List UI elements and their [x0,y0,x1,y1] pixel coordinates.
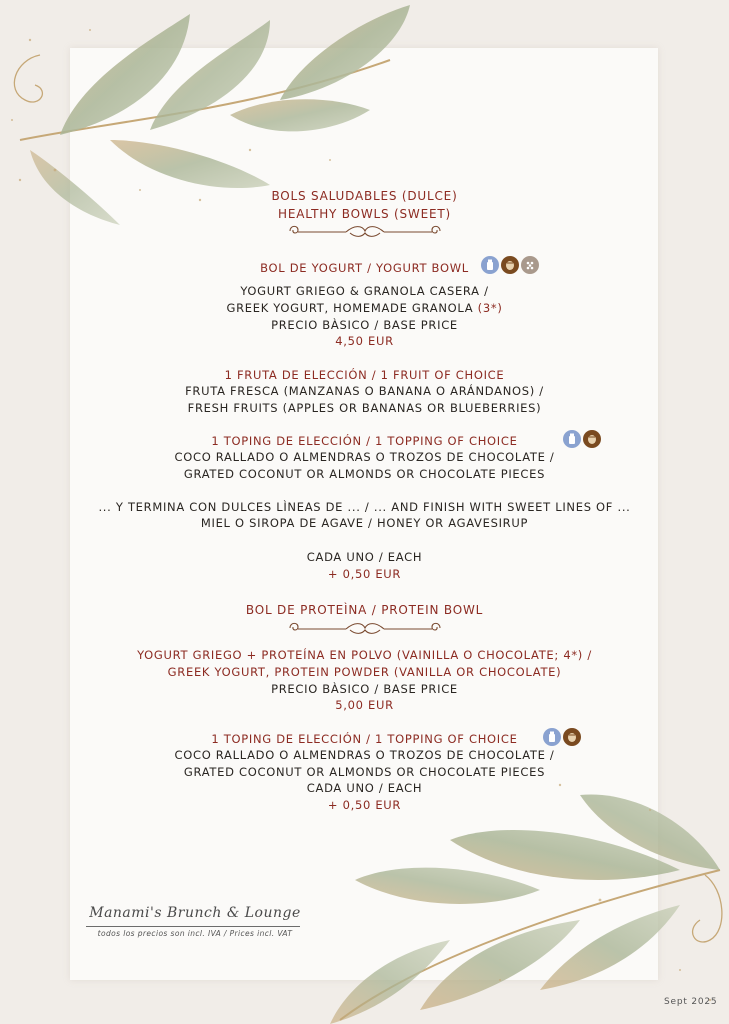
yogurt-bowl-title: BOL DE YOGURT / YOGURT BOWL [260,261,469,275]
menu-date: Sept 2025 [664,997,718,1007]
fruit-options-en: FRESH FRUITS (APPLES OR BANANAS OR BLUEBERRIES) [187,401,542,415]
yogurt-base-price: 4,50 EUR [335,334,394,348]
topping-allergen-icons [563,430,601,448]
section-title-es: BOLS SALUDABLES (DULCE) [271,189,458,203]
protein-bowl-title: BOL DE PROTEÌNA / PROTEIN BOWL [245,603,484,617]
prices-note: todos los precios son incl. IVA / Prices incl. VAT [97,929,293,938]
protein-topping-es: COCO RALLADO O ALMENDRAS O TROZOS DE CHOCOLATE / [174,748,555,762]
section-title-en: HEALTHY BOWLS (SWEET) [278,207,451,221]
protein-topping-en: GRATED COCONUT OR ALMONDS OR CHOCOLATE PIECES [183,765,546,779]
allergen-note: (3*) [477,301,503,315]
protein-base-price-label: PRECIO BÀSICO / BASE PRICE [271,682,458,696]
yogurt-bowl-desc-en: GREEK YOGURT, HOMEMADE GRANOLA (3*) [226,301,503,315]
signature-underline [86,926,300,927]
leaf-branch-bottom-right [300,780,729,1024]
protein-bowl-desc-en: GREEK YOGURT, PROTEIN POWDER (VANILLA OR CHOCOLATE) [167,665,562,679]
topping-choice-heading: 1 TOPING DE ELECCIÓN / 1 TOPPING OF CHOICE [211,434,518,448]
milk-allergen-icon [543,728,561,746]
gluten-allergen-icon [521,256,539,274]
yogurt-bowl-allergen-icons [481,256,539,274]
fruit-options-es: FRUTA FRESCA (MANZANAS O BANANA O ARÁNDANOS) / [185,384,544,398]
finish-options: MIEL O SIROPA DE AGAVE / HONEY OR AGAVESIRUP [200,516,529,530]
fruit-choice-heading: 1 FRUTA DE ELECCIÓN / 1 FRUIT OF CHOICE [224,368,505,382]
yogurt-bowl-desc-es: YOGURT GRIEGO & GRANOLA CASERA / [240,284,489,298]
topping-options-en: GRATED COCONUT OR ALMONDS OR CHOCOLATE PIECES [183,467,546,481]
protein-base-price: 5,00 EUR [335,698,394,712]
nuts-allergen-icon [501,256,519,274]
brand-signature: Manami's Brunch & Lounge [89,905,301,921]
ornament-divider [284,222,446,240]
nuts-allergen-icon [583,430,601,448]
yogurt-base-price-label: PRECIO BÀSICO / BASE PRICE [271,318,458,332]
milk-allergen-icon [481,256,499,274]
topping-options-es: COCO RALLADO O ALMENDRAS O TROZOS DE CHOCOLATE / [174,450,555,464]
ornament-divider [284,619,446,637]
protein-bowl-desc-es: YOGURT GRIEGO + PROTEÍNA EN POLVO (VAINILLA O CHOCOLATE; 4*) / [137,648,592,662]
each-label: CADA UNO / EACH [306,550,423,564]
protein-topping-allergen-icons [543,728,581,746]
protein-each-label: CADA UNO / EACH [306,781,423,795]
protein-each-price: + 0,50 EUR [327,798,402,812]
finish-heading: ... Y TERMINA CON DULCES LÌNEAS DE ... / ... AND FINISH WITH SWEET LINES OF ... [98,500,631,514]
protein-topping-heading: 1 TOPING DE ELECCIÓN / 1 TOPPING OF CHOICE [211,732,518,746]
nuts-allergen-icon [563,728,581,746]
each-price: + 0,50 EUR [327,567,402,581]
milk-allergen-icon [563,430,581,448]
